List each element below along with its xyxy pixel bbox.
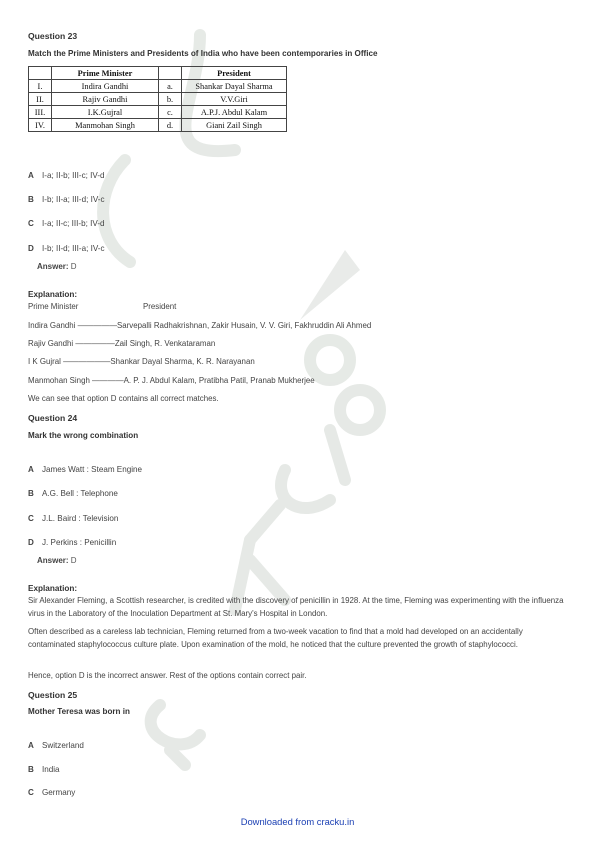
table-cell: b. (159, 93, 182, 106)
table-row (29, 80, 287, 93)
table-row (29, 93, 287, 106)
exp-header-president: President (143, 302, 177, 311)
exp-line: Manmohan Singh ————A. P. J. Abdul Kalam, Pratibha Patil, Pranab Mukherjee (28, 376, 315, 385)
table-cell: I. (29, 80, 52, 93)
explanation-title: Explanation: (28, 290, 78, 299)
question-25-text: Mother Teresa was born in (28, 707, 130, 716)
table-cell: III. (29, 106, 52, 119)
exp-line: I K Gujral ——————Shankar Dayal Sharma, K. R. Narayanan (28, 357, 255, 366)
exp-line: Rajiv Gandhi —————Zail Singh, R. Venkataraman (28, 339, 216, 348)
exp-paragraph: Often described as a careless lab technician, Fleming returned from a two-week vacation to find that a mold had developed on an accidentally contaminated staphylococcus culture plate. Upon examination of the mold, he noticed that the culture prevented the growth of staphylococci. (28, 627, 523, 649)
question-23-text: Match the Prime Ministers and Presidents of India who have been contemporaries in Office (28, 49, 378, 58)
footer-link[interactable]: Downloaded from cracku.in (240, 816, 355, 827)
table-cell: a. (159, 80, 182, 93)
exp-header-pm: Prime Minister (28, 302, 79, 311)
exp-paragraph: Sir Alexander Fleming, a Scottish researcher, is credited with the discovery of penicillin in 1928. At the time, Fleming was experimenting with the influenza virus in the Laboratory of the Inoculation Department at St. Mary's Hospital in London. (28, 596, 564, 618)
table-cell: Giani Zail Singh (182, 119, 287, 132)
table-header-cell: President (182, 67, 287, 80)
table-row (29, 119, 287, 132)
option-a[interactable]: A James Watt : Steam Engine (28, 465, 143, 474)
question-24-text: Mark the wrong combination (28, 431, 139, 440)
exp-line: Indira Gandhi —————Sarvepalli Radhakrishnan, Zakir Husain, V. V. Giri, Fakhruddin Ali Ahmed (28, 321, 372, 330)
table-cell: IV. (29, 119, 52, 132)
option-a[interactable]: A I-a; II-b; III-c; IV-d (28, 171, 105, 180)
question-23-title: Question 23 (28, 31, 78, 41)
option-a[interactable]: A Switzerland (28, 741, 84, 750)
table-cell: I.K.Gujral (52, 106, 159, 119)
option-d[interactable]: D J. Perkins : Penicillin (28, 538, 117, 547)
answer-line: Answer: D (37, 556, 77, 565)
table-header-cell (159, 67, 182, 80)
table-cell: Shankar Dayal Sharma (182, 80, 287, 93)
question-25-title: Question 25 (28, 690, 78, 700)
table-cell: V.V.Giri (182, 93, 287, 106)
table-cell: Indira Gandhi (52, 80, 159, 93)
option-d[interactable]: D I-b; II-d; III-a; IV-c (28, 244, 105, 253)
explanation-title: Explanation: (28, 584, 78, 593)
option-b[interactable]: B I-b; II-a; III-d; IV-c (28, 195, 105, 204)
table-row (29, 106, 287, 119)
table-cell: d. (159, 119, 182, 132)
exp-conclusion: We can see that option D contains all correct matches. (28, 394, 219, 403)
question-24-title: Question 24 (28, 413, 78, 423)
option-b[interactable]: B A.G. Bell : Telephone (28, 489, 118, 498)
option-c[interactable]: C J.L. Baird : Television (28, 514, 119, 523)
table-cell: Manmohan Singh (52, 119, 159, 132)
table-cell: Rajiv Gandhi (52, 93, 159, 106)
exp-conclusion: Hence, option D is the incorrect answer. Rest of the options contain correct pair. (28, 671, 307, 680)
answer-line: Answer: D (37, 262, 77, 271)
table-cell: c. (159, 106, 182, 119)
table-header-row (29, 67, 287, 80)
table-cell: A.P.J. Abdul Kalam (182, 106, 287, 119)
option-b[interactable]: B India (28, 765, 60, 774)
option-c[interactable]: C Germany (28, 788, 76, 797)
table-cell: II. (29, 93, 52, 106)
match-table (28, 66, 287, 132)
table-header-cell: Prime Minister (52, 67, 159, 80)
table-header-cell (29, 67, 52, 80)
option-c[interactable]: C I-a; II-c; III-b; IV-d (28, 219, 105, 228)
